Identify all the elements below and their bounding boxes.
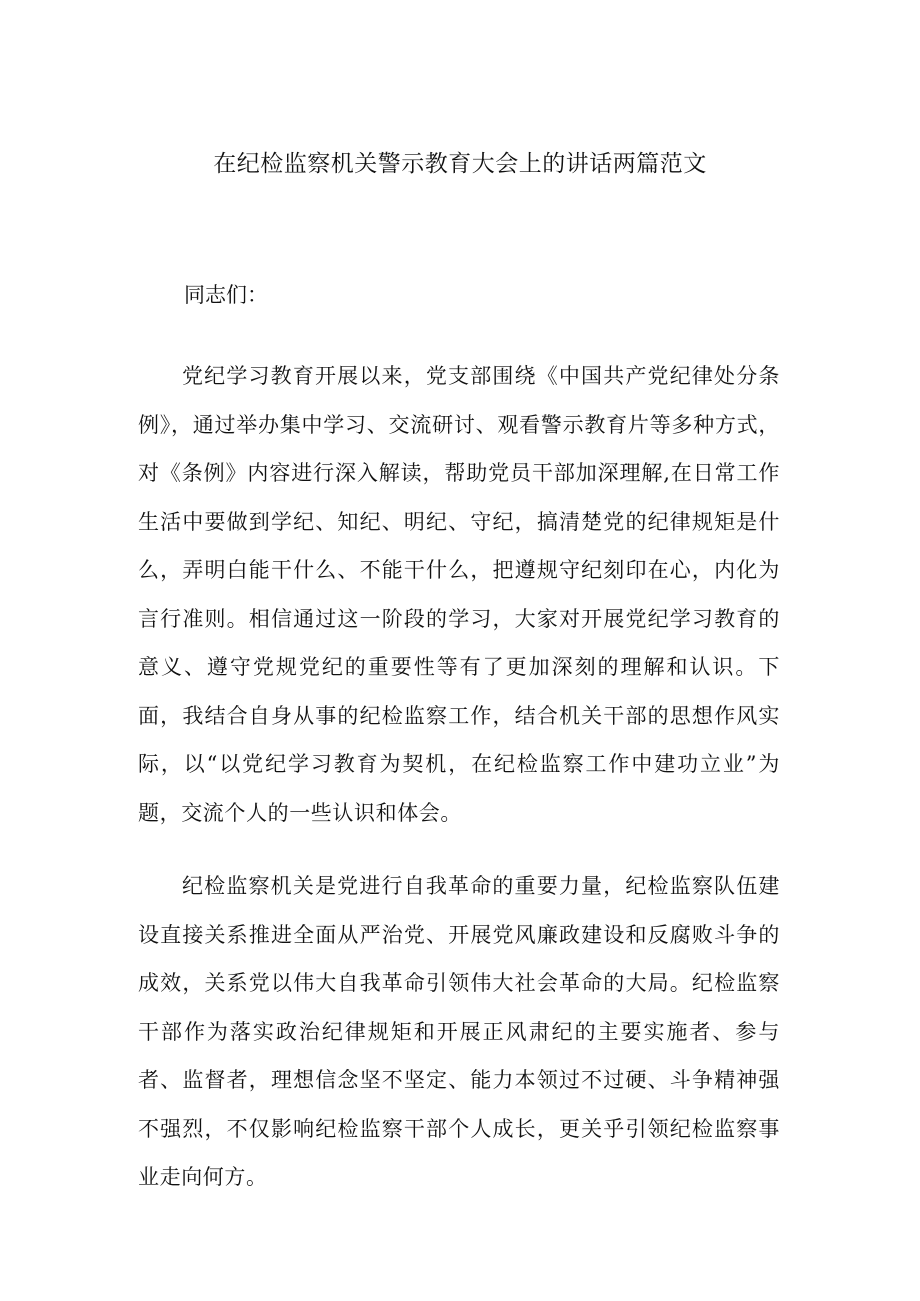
salutation: 同志们： (184, 283, 268, 307)
paragraph-2: 纪检监察机关是党进行自我革命的重要力量，纪检监察队伍建设直接关系推进全面从严治党、开展党风廉政建设和反腐败斗争的成效，关系党以伟大自我革命引领伟大社会革命的大局。纪检监察干部作为落实政治纪律规矩和开展正风肃纪的主要实施者、参与者、监督者，理想信念坚不坚定、能力本领过不过硬、斗争精神强不强烈，不仅影响纪检监察干部个人成长，更关乎引领纪检监察事业走向何方。 (138, 874, 780, 1189)
document-body (138, 278, 780, 1202)
paragraph-1: 党纪学习教育开展以来，党支部围绕《中国共产党纪律处分条例》，通过举办集中学习、交流研讨、观看警示教育片等多种方式，对《条例》内容进行深入解读，帮助党员干部加深理解,在日常工作生活中要做到学纪、知纪、明纪、守纪，搞清楚党的纪律规矩是什么，弄明白能干什么、不能干什么，把遵规守纪刻印在心，内化为言行准则。相信通过这一阶段的学习，大家对开展党纪学习教育的意义、遵守党规党纪的重要性等有了更加深刻的理解和认识。下面，我结合自身从事的纪检监察工作，结合机关干部的思想作风实际，以“以党纪学习教育为契机，在纪检监察工作中建功立业”为题，交流个人的一些认识和体会。 (138, 364, 780, 825)
document-title: 在纪检监察机关警示教育大会上的讲话两篇范文 (213, 151, 707, 177)
